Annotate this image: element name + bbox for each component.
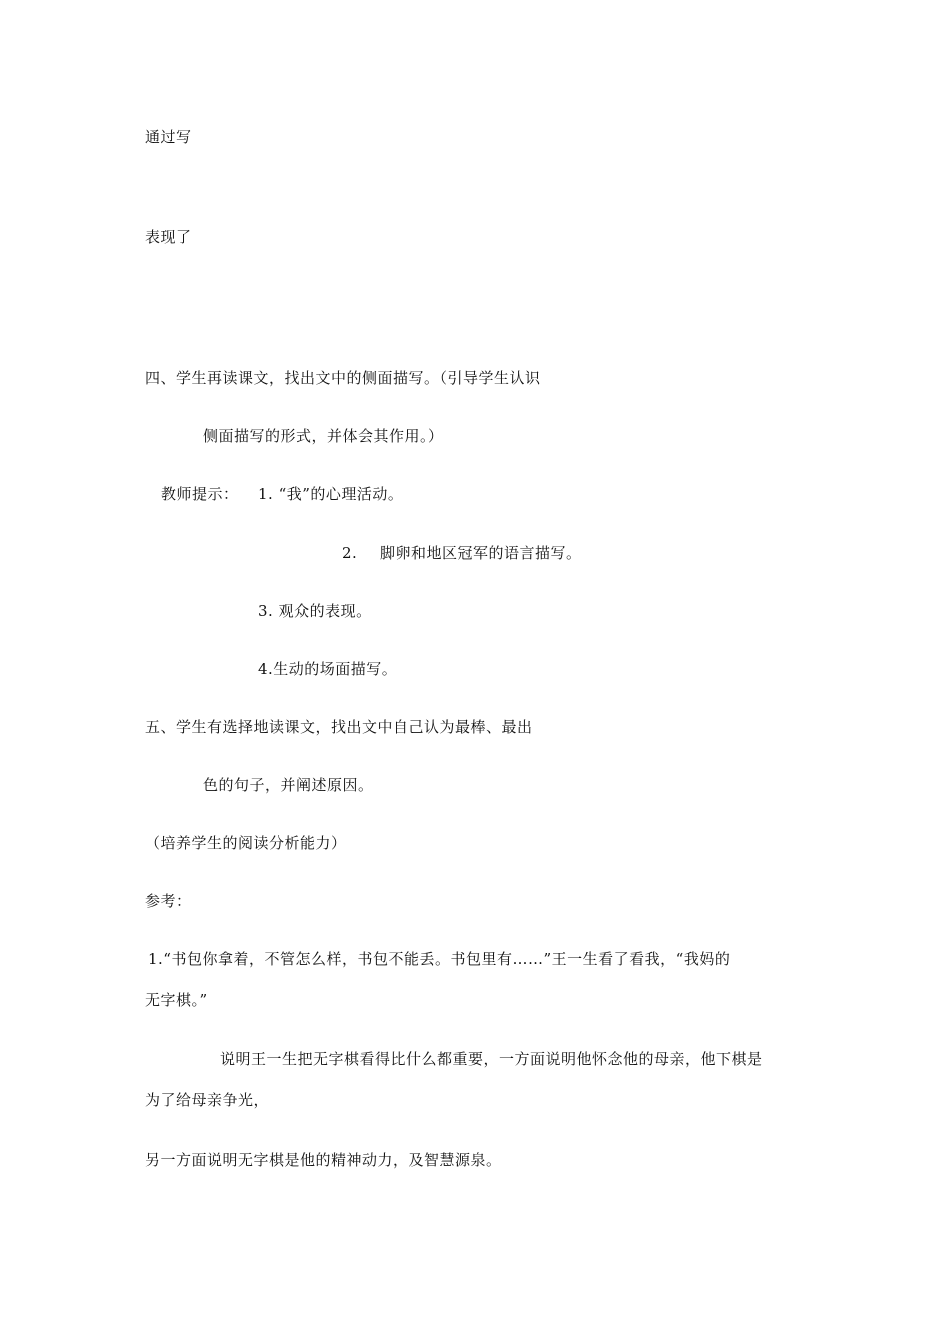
hint-item-2: 脚卵和地区冠军的语言描写。 [380, 544, 582, 562]
reference-quote-end: 无字棋。” [145, 991, 208, 1009]
explanation-conclusion: 另一方面说明无字棋是他的精神动力，及智慧源泉。 [145, 1151, 502, 1169]
hint-item-1: 1. “我”的心理活动。 [258, 485, 404, 503]
section-four-heading: 四、学生再读课文，找出文中的侧面描写。（引导学生认识 [145, 369, 541, 387]
section-five-heading: 五、学生有选择地读课文，找出文中自己认为最棒、最出 [145, 718, 533, 736]
section-four-continuation: 侧面描写的形式，并体会其作用。） [203, 427, 444, 445]
hint-item-4: 4.生动的场面描写。 [258, 660, 398, 678]
hint-item-3: 3. 观众的表现。 [258, 602, 372, 620]
teacher-hint-label: 教师提示： [161, 485, 239, 503]
text-line: 通过写 [145, 128, 192, 146]
explanation-continuation: 为了给母亲争光， [145, 1091, 270, 1109]
reference-label: 参考： [145, 892, 192, 910]
reference-quote: 1.“书包你拿着，不管怎么样，书包不能丢。书包里有……”王一生看了看我，“我妈的 [148, 950, 731, 968]
explanation-paragraph: 说明王一生把无字棋看得比什么都重要，一方面说明他怀念他的母亲，他下棋是 [220, 1050, 763, 1068]
section-five-continuation: 色的句子，并阐述原因。 [203, 776, 374, 794]
objective-note: （培养学生的阅读分析能力） [145, 834, 347, 852]
hint-item-2-number: 2. [342, 544, 358, 562]
text-line: 表现了 [145, 228, 192, 246]
